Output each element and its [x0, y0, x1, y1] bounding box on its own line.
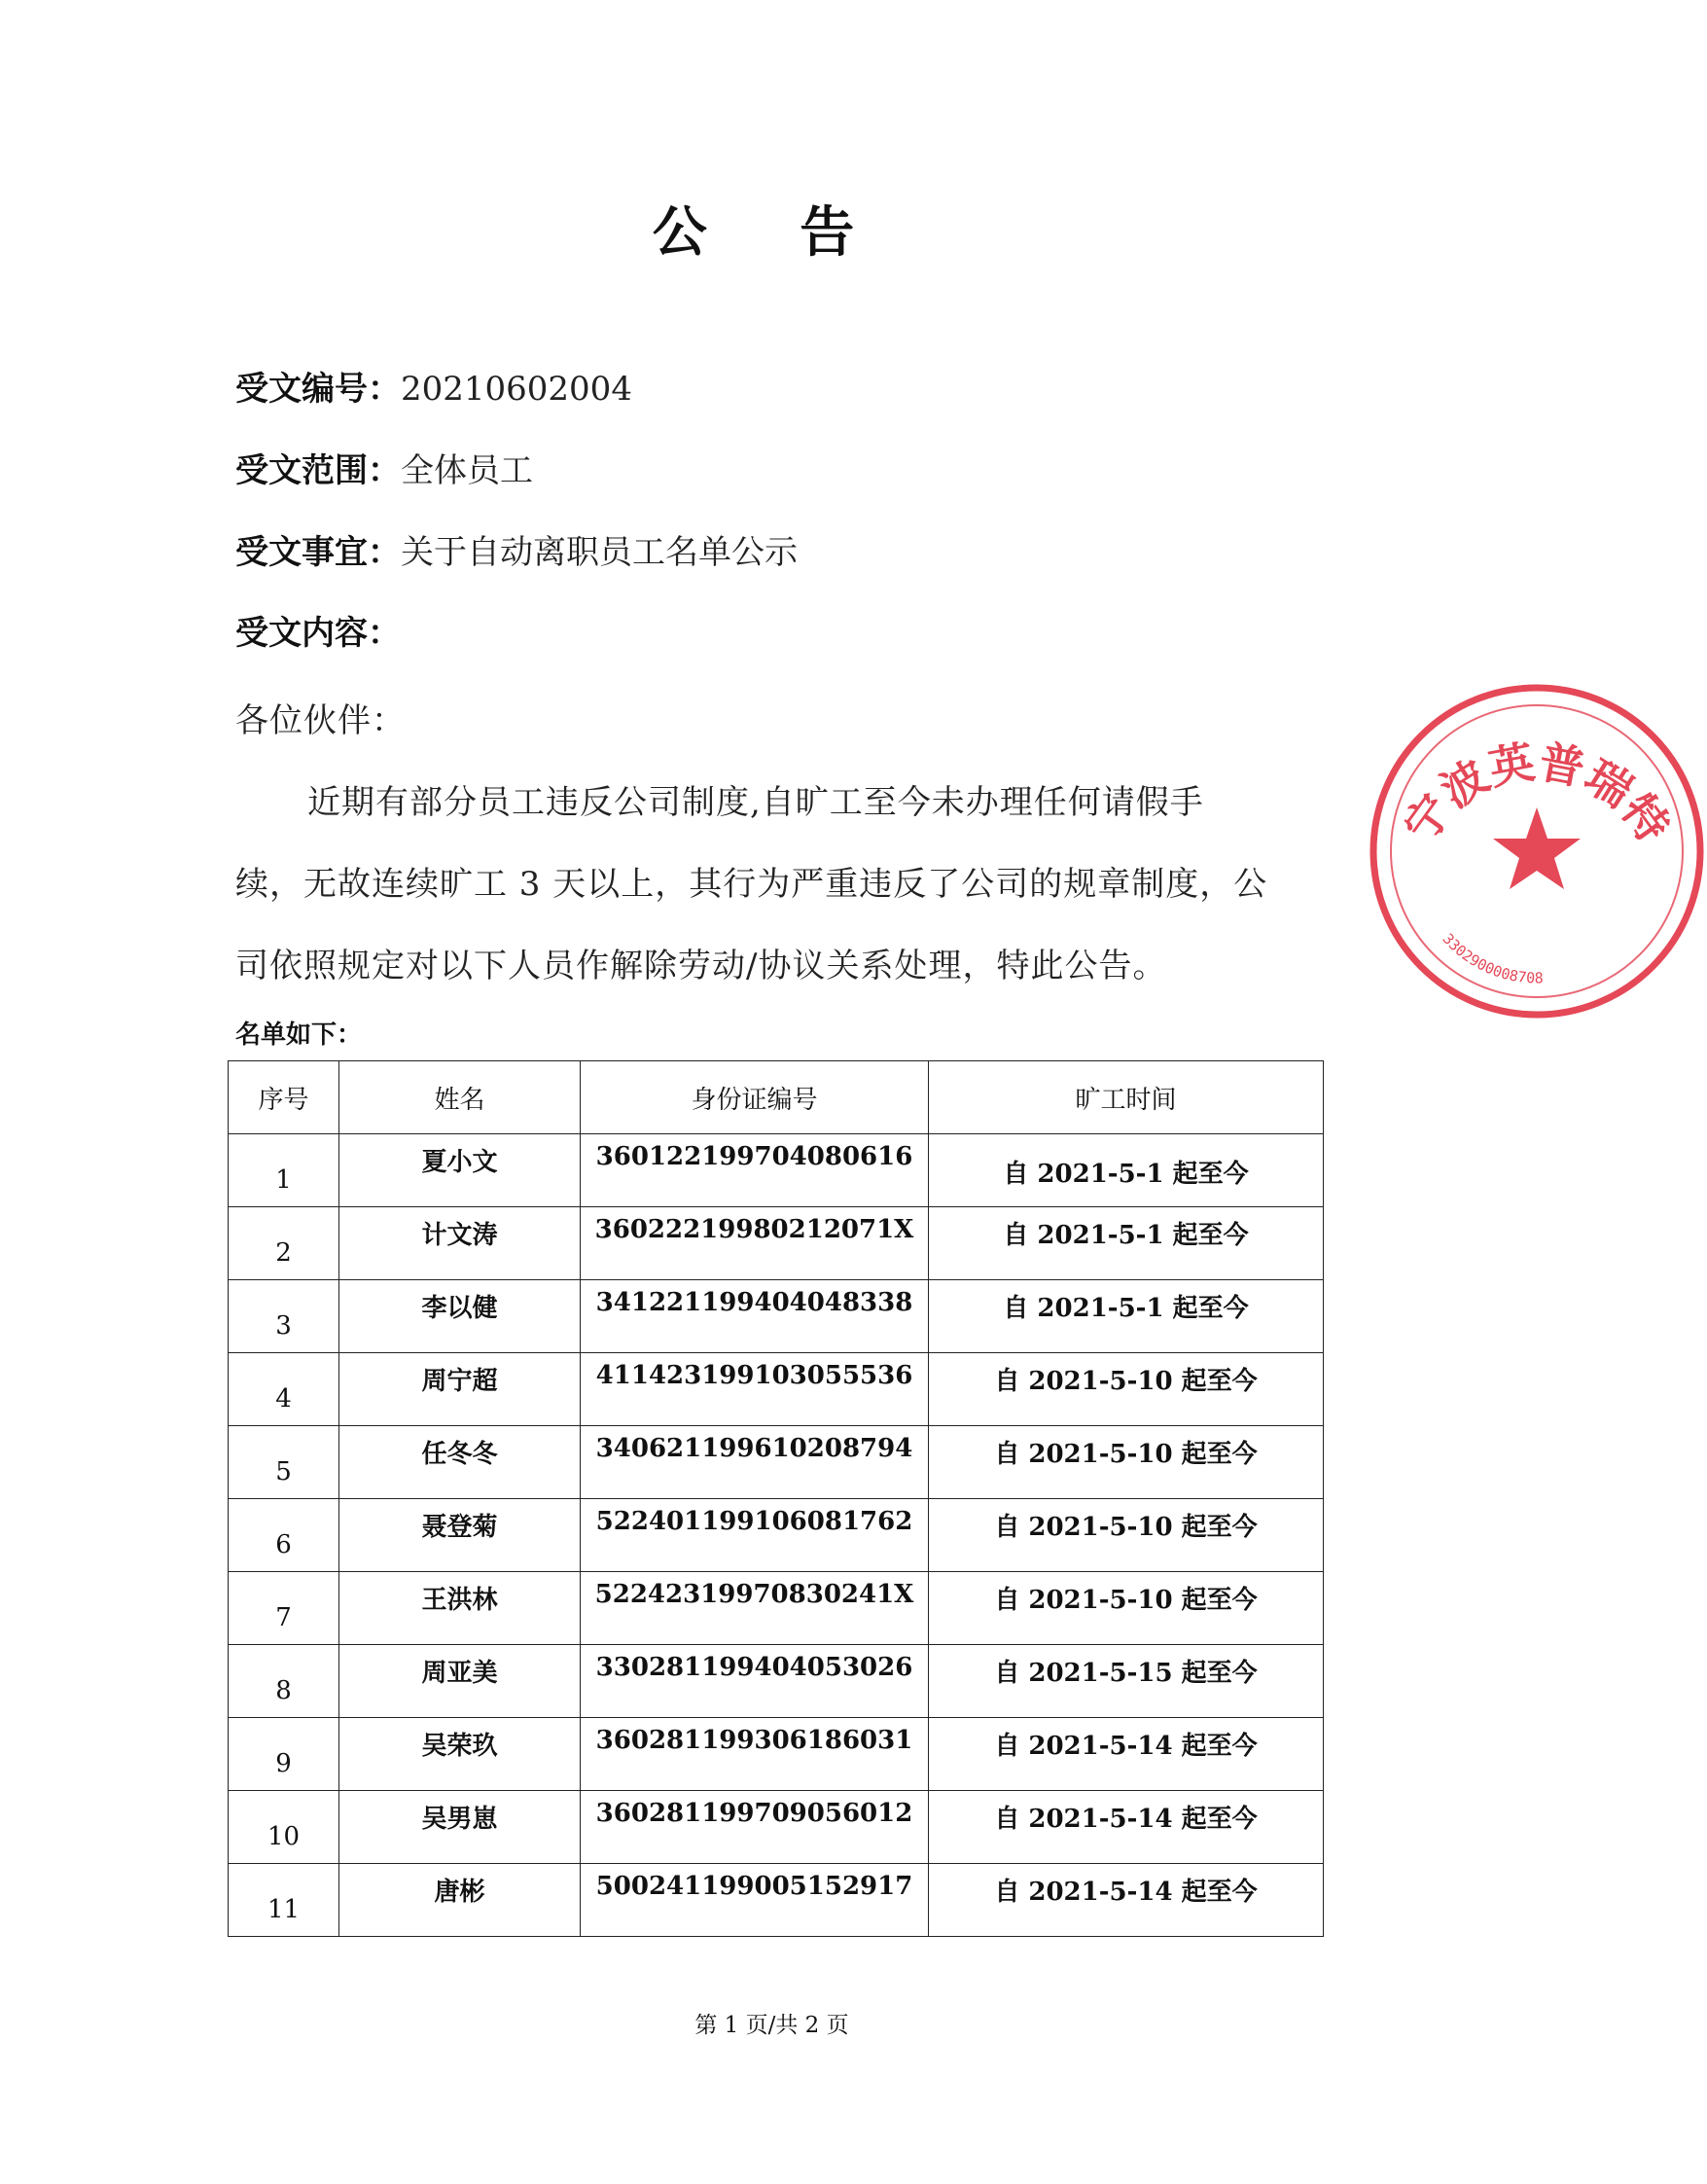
- cell-time: [929, 1207, 1324, 1280]
- cell-name: [339, 1718, 581, 1791]
- cell-name: [339, 1572, 581, 1645]
- seq-value: 7: [275, 1603, 292, 1632]
- body-line: 司依照规定对以下人员作解除劳动/协议关系处理，特此公告。: [235, 947, 1167, 985]
- id-value: 341221199404048338: [595, 1288, 913, 1317]
- seq-value: 2: [275, 1238, 292, 1268]
- cell-id: [581, 1864, 929, 1937]
- roster-table: [228, 1060, 1324, 1937]
- id-value: 330281199404053026: [595, 1653, 913, 1682]
- cell-seq: [229, 1134, 339, 1207]
- meta-subject: [235, 531, 798, 574]
- name-value: 王洪林: [421, 1586, 498, 1615]
- name-value: 周亚美: [421, 1659, 498, 1688]
- name-value: 任冬冬: [421, 1440, 498, 1469]
- meta-value: 关于自动离职员工名单公示: [401, 533, 798, 572]
- name-value: 吴男崽: [421, 1805, 498, 1834]
- table-row: [229, 1791, 1324, 1864]
- body-line: 近期有部分员工违反公司制度,自旷工至今未办理任何请假手: [307, 783, 1204, 822]
- table-row: [229, 1207, 1324, 1280]
- seq-value: 11: [267, 1895, 301, 1924]
- header-id: 身份证编号: [581, 1061, 929, 1134]
- seq-value: 10: [267, 1822, 301, 1851]
- table-row: [229, 1426, 1324, 1499]
- cell-time: [929, 1791, 1324, 1864]
- cell-time: [929, 1572, 1324, 1645]
- name-value: 李以健: [421, 1294, 498, 1323]
- svg-text:宁波英普瑞特: 宁波英普瑞特: [1393, 734, 1681, 852]
- meta-label: 受文编号：: [235, 370, 401, 409]
- time-value: 自 2021-5-10 起至今: [994, 1513, 1258, 1542]
- id-value: 360281199709056012: [595, 1799, 913, 1828]
- header-name: 姓名: [339, 1061, 581, 1134]
- body-line: 续，无故连续旷工 3 天以上，其行为严重违反了公司的规章制度，公: [235, 865, 1268, 904]
- id-value: 411423199103055536: [595, 1361, 913, 1390]
- name-value: 夏小文: [421, 1148, 498, 1177]
- name-value: 聂登菊: [421, 1513, 498, 1542]
- seq-value: 1: [275, 1165, 292, 1195]
- table-row: [229, 1572, 1324, 1645]
- cell-seq: [229, 1572, 339, 1645]
- cell-name: [339, 1134, 581, 1207]
- cell-time: [929, 1864, 1324, 1937]
- cell-time: [929, 1645, 1324, 1718]
- time-value: 自 2021-5-10 起至今: [994, 1586, 1258, 1615]
- seq-value: 6: [275, 1530, 292, 1559]
- time-value: 自 2021-5-1 起至今: [1003, 1160, 1249, 1189]
- page-title: 公 告: [652, 200, 892, 265]
- id-value: 36022219980212071X: [594, 1215, 914, 1244]
- time-value: 自 2021-5-15 起至今: [994, 1659, 1258, 1688]
- cell-id: [581, 1499, 929, 1572]
- cell-name: [339, 1207, 581, 1280]
- seq-value: 5: [275, 1457, 292, 1486]
- page-footer: 第 1 页/共 2 页: [694, 2013, 849, 2038]
- meta-value: 全体员工: [401, 451, 533, 490]
- cell-id: [581, 1791, 929, 1864]
- cell-seq: [229, 1280, 339, 1353]
- table-row: [229, 1134, 1324, 1207]
- id-value: 522401199106081762: [595, 1507, 913, 1536]
- time-value: 自 2021-5-10 起至今: [994, 1367, 1258, 1396]
- table-row: [229, 1280, 1324, 1353]
- table-row: [229, 1864, 1324, 1937]
- seq-value: 4: [275, 1384, 292, 1414]
- name-value: 周宁超: [421, 1367, 498, 1396]
- meta-label: 受文事宜：: [235, 533, 401, 572]
- id-value: 52242319970830241X: [594, 1580, 914, 1609]
- id-value: 500241199005152917: [595, 1872, 913, 1901]
- id-value: 340621199610208794: [595, 1434, 913, 1463]
- cell-id: [581, 1645, 929, 1718]
- table-row: [229, 1718, 1324, 1791]
- cell-name: [339, 1280, 581, 1353]
- cell-seq: [229, 1864, 339, 1937]
- seq-value: 3: [275, 1311, 292, 1341]
- cell-id: [581, 1207, 929, 1280]
- cell-seq: [229, 1499, 339, 1572]
- svg-text:3302900008708: 3302900008708: [1439, 930, 1544, 987]
- table-row: [229, 1645, 1324, 1718]
- company-seal-stamp: [1367, 681, 1707, 1021]
- table-header-row: [229, 1061, 1324, 1134]
- cell-seq: [229, 1426, 339, 1499]
- table-body: [229, 1134, 1324, 1937]
- cell-name: [339, 1791, 581, 1864]
- cell-id: [581, 1426, 929, 1499]
- time-value: 自 2021-5-1 起至今: [1003, 1221, 1249, 1250]
- meta-label: 受文内容：: [235, 614, 401, 653]
- meta-label: 受文范围：: [235, 451, 401, 490]
- cell-name: [339, 1645, 581, 1718]
- cell-time: [929, 1353, 1324, 1426]
- seq-value: 8: [275, 1676, 292, 1705]
- meta-value: 20210602004: [401, 370, 632, 409]
- header-time: 旷工时间: [929, 1061, 1324, 1134]
- cell-seq: [229, 1791, 339, 1864]
- cell-id: [581, 1280, 929, 1353]
- time-value: 自 2021-5-14 起至今: [994, 1878, 1258, 1907]
- cell-id: [581, 1572, 929, 1645]
- cell-name: [339, 1864, 581, 1937]
- cell-name: [339, 1499, 581, 1572]
- name-value: 唐彬: [434, 1878, 485, 1907]
- cell-time: [929, 1499, 1324, 1572]
- cell-seq: [229, 1645, 339, 1718]
- cell-seq: [229, 1718, 339, 1791]
- table-row: [229, 1353, 1324, 1426]
- list-title: 名单如下：: [235, 1020, 363, 1050]
- id-value: 360122199704080616: [595, 1142, 913, 1171]
- time-value: 自 2021-5-1 起至今: [1003, 1294, 1249, 1323]
- meta-scope: [235, 449, 533, 492]
- table-row: [229, 1499, 1324, 1572]
- cell-id: [581, 1134, 929, 1207]
- time-value: 自 2021-5-14 起至今: [994, 1732, 1258, 1761]
- meta-content: [235, 612, 401, 655]
- header-seq: 序号: [229, 1061, 339, 1134]
- cell-time: [929, 1280, 1324, 1353]
- cell-name: [339, 1353, 581, 1426]
- cell-name: [339, 1426, 581, 1499]
- cell-time: [929, 1426, 1324, 1499]
- time-value: 自 2021-5-10 起至今: [994, 1440, 1258, 1469]
- cell-time: [929, 1134, 1324, 1207]
- name-value: 计文涛: [421, 1221, 498, 1250]
- cell-time: [929, 1718, 1324, 1791]
- seq-value: 9: [275, 1749, 292, 1778]
- id-value: 360281199306186031: [595, 1726, 913, 1755]
- cell-id: [581, 1353, 929, 1426]
- time-value: 自 2021-5-14 起至今: [994, 1805, 1258, 1834]
- name-value: 吴荣玖: [421, 1732, 498, 1761]
- cell-seq: [229, 1353, 339, 1426]
- cell-id: [581, 1718, 929, 1791]
- greeting: 各位伙伴：: [235, 701, 406, 740]
- cell-seq: [229, 1207, 339, 1280]
- meta-doc-number: [235, 368, 632, 411]
